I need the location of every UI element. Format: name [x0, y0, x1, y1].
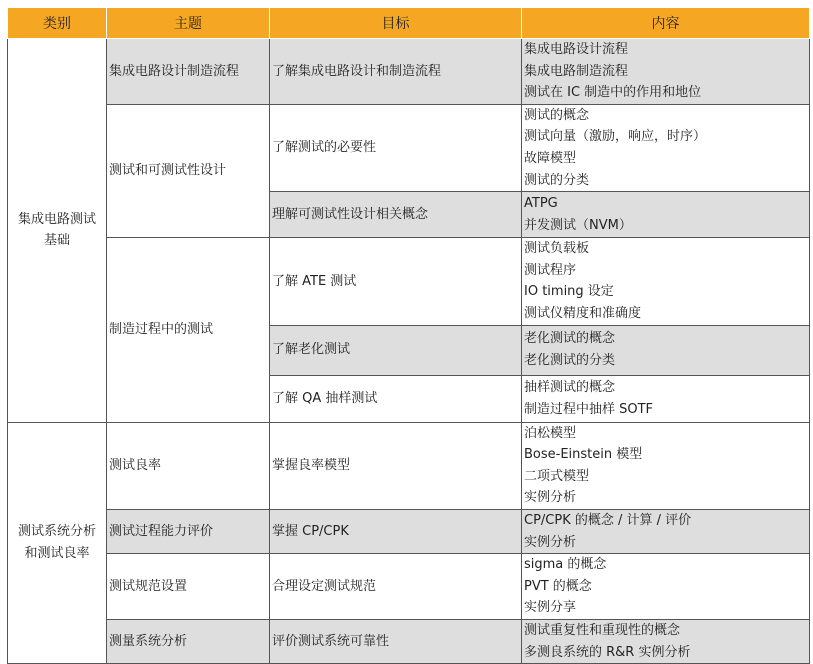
table-row [8, 39, 810, 105]
content-line: 多测良系统的 R&R 实例分析 [524, 644, 691, 660]
goal-cell: 理解可测试性设计相关概念 [270, 192, 522, 238]
goal-cell: 掌握良率模型 [270, 422, 522, 509]
content-line: 制造过程中抽样 SOTF [524, 401, 654, 417]
content-cell [522, 554, 810, 620]
category-cell [8, 39, 107, 423]
course-table [7, 7, 810, 664]
content-line: CP/CPK 的概念 / 计算 / 评价 [524, 512, 692, 528]
table-row [8, 238, 810, 325]
content-line: 抽样测试的概念 [524, 379, 616, 395]
content-cell [522, 325, 810, 375]
header-goal: 目标 [270, 8, 522, 39]
content-cell [522, 509, 810, 553]
topic-cell: 测试和可测试性设计 [107, 104, 270, 237]
content-line: 集成电路设计流程 [524, 42, 629, 57]
content-cell [522, 39, 810, 105]
category-cell [8, 422, 107, 664]
goal-cell: 了解老化测试 [270, 325, 522, 375]
content-line: 实例分享 [524, 600, 577, 616]
goal-cell: 评价测试系统可靠性 [270, 620, 522, 664]
goal-cell: 了解 ATE 测试 [270, 238, 522, 325]
goal-cell: 了解测试的必要性 [270, 104, 522, 191]
topic-cell: 测试规范设置 [107, 554, 270, 620]
content-cell [522, 104, 810, 191]
goal-cell: 了解 QA 抽样测试 [270, 375, 522, 422]
content-line: Bose-Einstein 模型 [524, 447, 643, 463]
content-cell [522, 620, 810, 664]
content-line: 泊松模型 [524, 425, 577, 441]
content-line: 测试在 IC 制造中的作用和地位 [524, 85, 702, 101]
content-line: 测试仪精度和准确度 [524, 305, 642, 321]
topic-cell: 集成电路设计制造流程 [107, 39, 270, 105]
table-row [8, 509, 810, 553]
content-line: 测试重复性和重现性的概念 [524, 623, 681, 639]
content-line: 测试的分类 [524, 172, 590, 188]
goal-cell: 掌握 CP/CPK [270, 509, 522, 553]
content-line: 实例分析 [524, 534, 577, 550]
topic-cell: 测量系统分析 [107, 620, 270, 664]
content-line: 故障模型 [524, 150, 577, 166]
content-line: 老化测试的分类 [524, 353, 616, 369]
table-row [8, 620, 810, 664]
category-line: 测试系统分析 [17, 524, 96, 540]
goal-cell: 合理设定测试规范 [270, 554, 522, 620]
content-line: IO timing 设定 [524, 284, 614, 300]
content-line: 测试程序 [524, 262, 577, 278]
content-line: 测试负载板 [524, 241, 590, 257]
content-line: PVT 的概念 [524, 578, 592, 594]
content-cell [522, 238, 810, 325]
category-line: 和测试良率 [24, 545, 90, 561]
topic-cell: 测试过程能力评价 [107, 509, 270, 553]
content-line: 测试向量（激励，响应，时序） [524, 129, 707, 145]
header-topic: 主题 [107, 8, 270, 39]
table-row [8, 554, 810, 620]
category-line: 集成电路测试 [17, 211, 96, 227]
topic-cell: 测试良率 [107, 422, 270, 509]
content-line: sigma 的概念 [524, 557, 607, 573]
content-line: 集成电路制造流程 [524, 63, 629, 79]
content-cell [522, 375, 810, 422]
header-category: 类别 [8, 8, 107, 39]
goal-cell: 了解集成电路设计和制造流程 [270, 39, 522, 105]
content-line: ATPG [524, 196, 558, 212]
table-row [8, 104, 810, 191]
content-line: 老化测试的概念 [524, 331, 616, 347]
content-cell [522, 192, 810, 238]
header-row [8, 8, 810, 39]
header-content: 内容 [522, 8, 810, 39]
category-line: 基础 [43, 233, 70, 249]
content-cell [522, 422, 810, 509]
content-line: 并发测试（NVM） [524, 217, 632, 233]
content-line: 二项式模型 [524, 468, 590, 484]
table-row [8, 422, 810, 509]
content-line: 实例分析 [524, 490, 577, 506]
content-line: 测试的概念 [524, 107, 590, 123]
topic-cell: 制造过程中的测试 [107, 238, 270, 422]
